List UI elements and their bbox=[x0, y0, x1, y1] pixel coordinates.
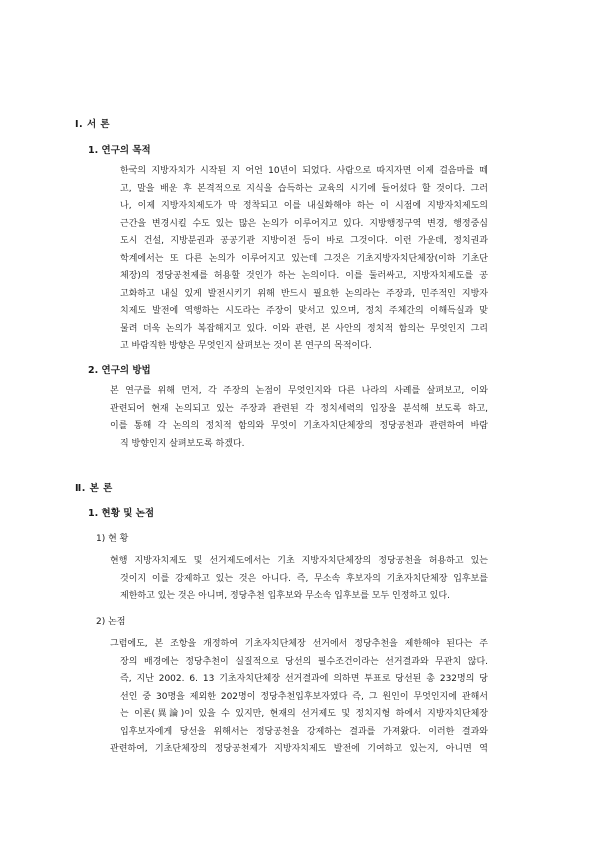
text-line: 직 방향인지 살펴보도록 하겠다. bbox=[120, 438, 245, 449]
text-line: 즉, 지난 2002. 6. 13 기초자치단체장 선거결과에 의하면 투표로 당선된 총 232명의 당 bbox=[120, 674, 488, 684]
paragraph-issues bbox=[110, 636, 488, 759]
text-line: 한국의 지방자치가 시작된 지 어언 10년이 되었다. 사람으로 따지자면 이제 걸음마를 떼 bbox=[120, 166, 488, 176]
text-line: 고, 말을 배운 후 본격적으로 지식을 습득하는 교육의 시기에 들어섰다 할 것이다. 그러 bbox=[120, 183, 488, 194]
text-line: 체장)의 정당공천제를 허용할 것인가 하는 논의이다. 이를 둘러싸고, 지방자치제도를 공 bbox=[120, 271, 488, 281]
text-line: 나, 이제 지방자치제도가 막 정착되고 이를 내실화해야 하는 이 시점에 지방자치제도의 bbox=[120, 201, 488, 211]
item-heading-issues: 2) 논점 bbox=[96, 617, 126, 627]
subsection-heading-purpose: 1. 연구의 목적 bbox=[88, 145, 151, 156]
paragraph-status bbox=[110, 553, 488, 606]
text-line: 고 바람직한 방향은 무엇인지 살펴보는 것이 본 연구의 목적이다. bbox=[120, 341, 372, 351]
paragraph-method bbox=[110, 383, 488, 453]
text-line: 고화하고 내실 있게 발전시키기 위해 반드시 필요한 논의라는 주장과, 민주적인 지방자 bbox=[120, 288, 488, 299]
text-line: 입후보자에게 당선을 위해서는 정당공천을 강제하는 결과를 가져왔다. 이러한 결과와 bbox=[120, 726, 488, 737]
text-line: 근간을 변경시킬 수도 있는 많은 논의가 이루어지고 있다. 지방행정구역 변경, 행정중심 bbox=[120, 218, 488, 229]
text-line: 제한하고 있는 것은 아니며, 정당추천 입후보와 무소속 입후보를 모두 인정하고 있다. bbox=[120, 591, 450, 601]
text-line: 그럼에도, 본 조항을 개정하여 기초자치단체장 선거에서 정당추천을 제한해야 된다는 주 bbox=[110, 639, 488, 649]
text-line: 치제도 발전에 역행하는 시도라는 주장이 맞서고 있으며, 정치 주체간의 이해득실과 맞 bbox=[120, 306, 488, 316]
subsection-heading-status-issues: 1. 현황 및 논점 bbox=[88, 508, 155, 519]
text-line: 관련되어 현재 논의되고 있는 주장과 관련된 각 정치세력의 입장을 분석해 보도록 하고, bbox=[110, 403, 488, 414]
text-line: 것이지 이를 강제하고 있는 것은 아니다. 즉, 무소속 후보자의 기초자치단체장 입후보를 bbox=[120, 573, 488, 584]
text-line: 장의 배경에는 정당추천이 실질적으로 당선의 필수조건이라는 선거결과와 무관치 않다. bbox=[120, 656, 488, 667]
paragraph-purpose bbox=[110, 163, 488, 356]
section-heading-body: Ⅱ. 본 론 bbox=[75, 483, 113, 494]
text-line: 이를 통해 각 논의의 정치적 함의와 무엇이 기초자치단체장의 정당공천과 관련하여 바람 bbox=[110, 421, 488, 431]
text-line: 도시 건설, 지방분권과 공공기관 지방이전 등이 바로 그것이다. 이런 가운데, 정치권과 bbox=[120, 236, 488, 246]
text-line: 학계에서는 또 다른 논의가 이루어지고 있는데 그것은 기초지방자치단체장(이하 기초단 bbox=[120, 253, 488, 264]
text-line: 는 이론(異論)이 있을 수 있지만, 현재의 선거제도 및 정치지형 하에서 지방자치단체장 bbox=[120, 709, 488, 719]
item-heading-status: 1) 현 황 bbox=[96, 534, 129, 544]
subsection-heading-method: 2. 연구의 방법 bbox=[88, 365, 151, 376]
text-line: 현행 지방자치제도 및 선거제도에서는 기초 지방자치단체장의 정당공천을 허용하고 있는 bbox=[110, 556, 488, 566]
text-line: 물려 더욱 논의가 복잡해지고 있다. 이와 관련, 본 사안의 정치적 함의는 무엇인지 그리 bbox=[120, 323, 488, 334]
text-line: 선인 중 30명을 제외한 202명이 정당추천입후보자였다 즉, 그 원인이 무엇인지에 관해서 bbox=[120, 691, 488, 702]
text-line: 관련하여, 기초단체장의 정당공천제가 지방자치제도 발전에 기여하고 있는지, 아니면 역 bbox=[110, 744, 488, 754]
text-line: 본 연구를 위해 먼저, 각 주장의 논점이 무엇인지와 다른 나라의 사례를 살펴보고, 이와 bbox=[110, 386, 488, 396]
section-heading-introduction: Ⅰ. 서 론 bbox=[75, 119, 111, 130]
